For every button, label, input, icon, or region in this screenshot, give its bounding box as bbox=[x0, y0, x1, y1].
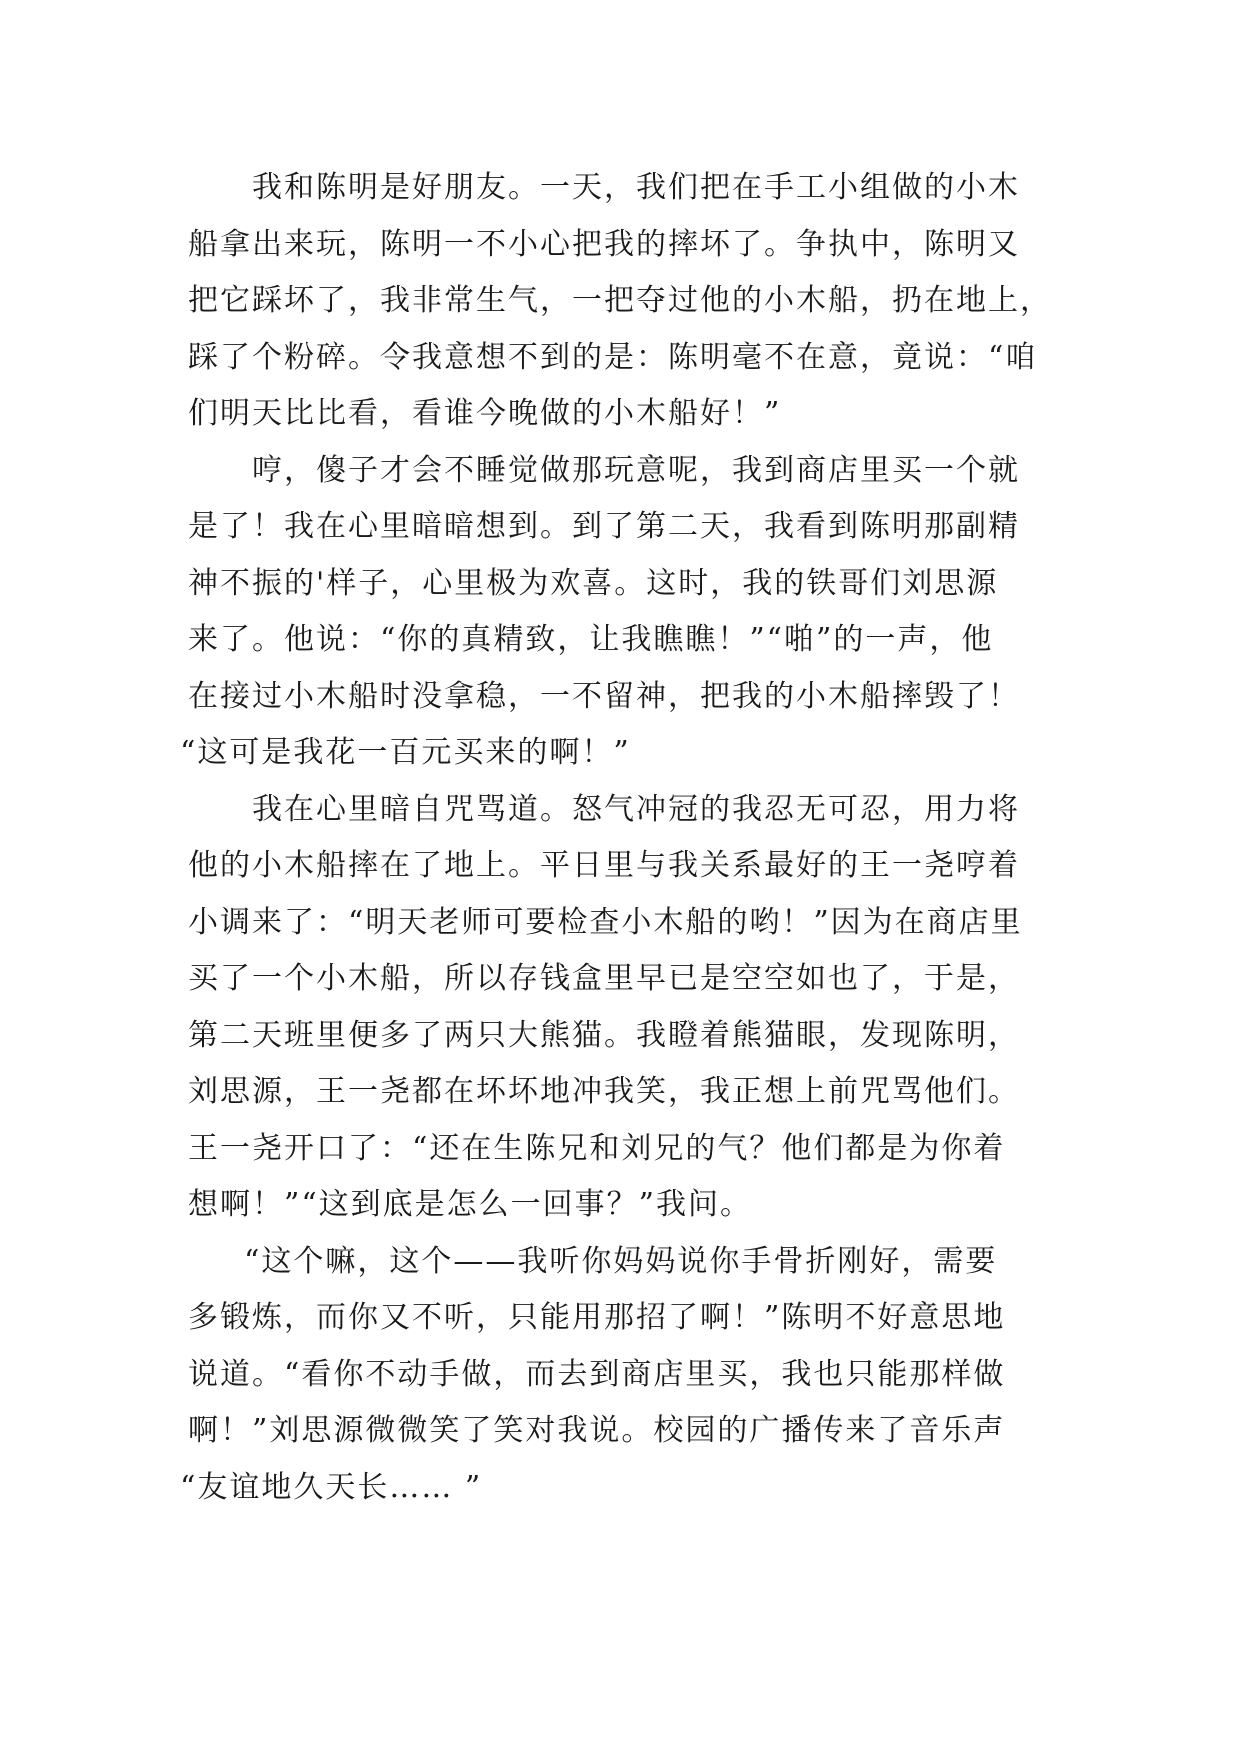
text-line: 第二天班里便多了两只大熊猫。我瞪着熊猫眼，发现陈明， bbox=[188, 1017, 1020, 1053]
text-line: 来了。他说：“你的真精致，让我瞧瞧！”“啪”的一声，他 bbox=[188, 622, 994, 657]
paragraph-4 bbox=[180, 1234, 1058, 1517]
text-line: 神不振的'样子，心里极为欢喜。这时，我的铁哥们刘思源 bbox=[188, 565, 999, 601]
text-line: 我和陈明是好朋友。一天，我们把在手工小组做的小木 bbox=[252, 170, 1020, 205]
text-line: “这个嘛，这个——我听你妈妈说你手骨折刚好，需要 bbox=[244, 1243, 998, 1279]
text-line: 船拿出来玩，陈明一不小心把我的摔坏了。争执中，陈明又 bbox=[188, 226, 1020, 262]
text-line: 王一尧开口了：“还在生陈兄和刘兄的气？他们都是为你着 bbox=[188, 1130, 1006, 1166]
text-line: 说道。“看你不动手做，而去到商店里买，我也只能那样做 bbox=[188, 1356, 1006, 1392]
text-line: 我在心里暗自咒骂道。怒气冲冠的我忍无可忍，用力将 bbox=[252, 791, 1020, 827]
text-line: 在接过小木船时没拿稳，一不留神，把我的小木船摔毁了！ bbox=[188, 678, 1020, 714]
text-line: 想啊！”“这到底是怎么一回事？”我问。 bbox=[188, 1187, 753, 1222]
paragraph-3 bbox=[188, 782, 1058, 1234]
text-line: 踩了个粉碎。令我意想不到的是：陈明毫不在意，竟说：“咱 bbox=[188, 339, 1038, 375]
text-line: 啊！”刘思源微微笑了笑对我说。校园的广播传来了音乐声 bbox=[188, 1413, 1006, 1448]
text-line: “这可是我花一百元买来的啊！” bbox=[180, 735, 631, 770]
essay-body bbox=[180, 160, 1058, 1516]
paragraph-1 bbox=[188, 160, 1058, 443]
text-line: 是了！我在心里暗暗想到。到了第二天，我看到陈明那副精 bbox=[188, 509, 1020, 544]
text-line: 多锻炼，而你又不听，只能用那招了啊！”陈明不好意思地 bbox=[188, 1300, 1006, 1335]
paragraph-2 bbox=[180, 443, 1058, 782]
text-line: 们明天比比看，看谁今晚做的小木船好！” bbox=[188, 396, 782, 431]
text-line: 他的小木船摔在了地上。平日里与我关系最好的王一尧哼着 bbox=[188, 848, 1020, 883]
text-line: 把它踩坏了，我非常生气，一把夺过他的小木船，扔在地上， bbox=[188, 283, 1052, 318]
text-line: 刘思源，王一尧都在坏坏地冲我笑，我正想上前咒骂他们。 bbox=[188, 1074, 1020, 1109]
text-line: “友谊地久天长…… ” bbox=[180, 1469, 483, 1505]
text-line: 哼，傻子才会不睡觉做那玩意呢，我到商店里买一个就 bbox=[252, 452, 1020, 488]
text-line: 买了一个小木船，所以存钱盒里早已是空空如也了，于是， bbox=[188, 961, 1020, 996]
text-line: 小调来了：“明天老师可要检查小木船的哟！”因为在商店里 bbox=[188, 904, 1023, 940]
